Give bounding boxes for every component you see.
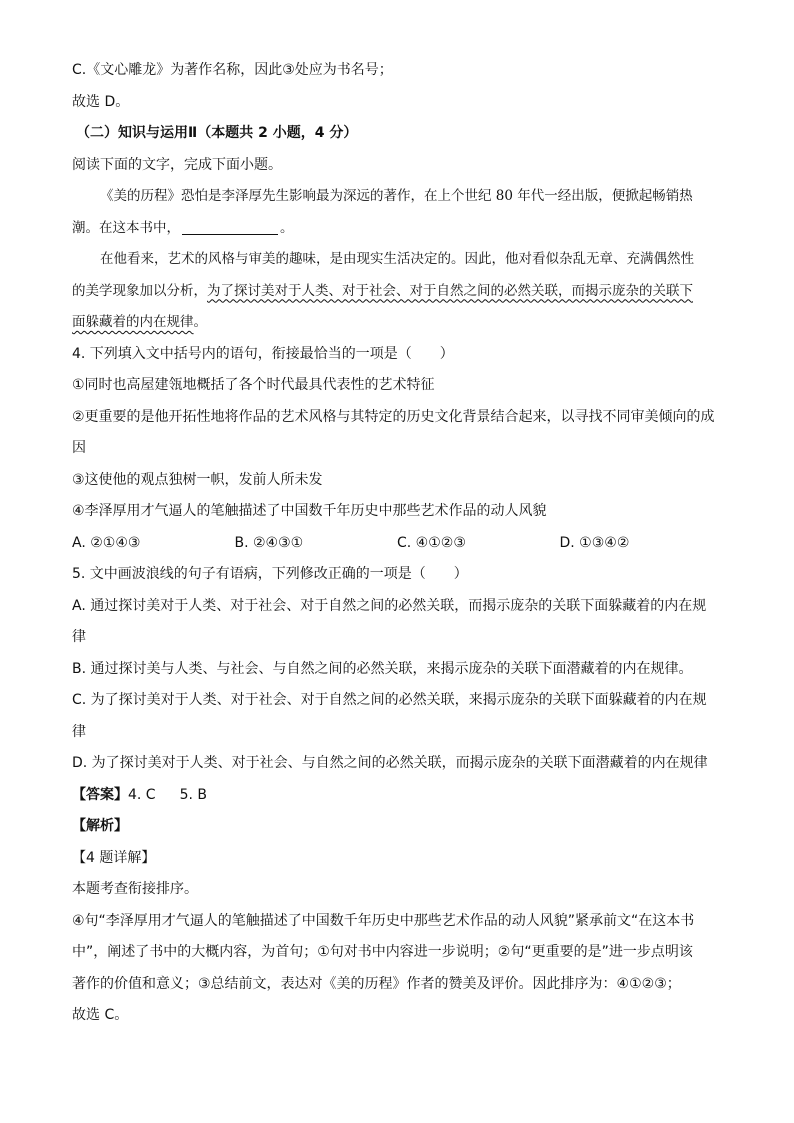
instruction: 阅读下面的文字，完成下面小题。 xyxy=(72,156,282,173)
wavy-underlined-sentence: 为了探讨美对于人类、对于社会、对于自然之间的必然关联，而揭示庞杂的关联下 xyxy=(207,282,693,299)
question-4-item: 因 xyxy=(72,440,86,456)
passage-text: 的美学现象加以分析， xyxy=(72,282,207,299)
wavy-underlined-sentence: 面躲藏着的内在规律 xyxy=(72,314,194,330)
explanation-line: 故选 C。 xyxy=(72,1007,129,1023)
question-4-item: ③这使他的观点独树一帜，发前人所未发 xyxy=(72,471,323,488)
question-5-option: 律 xyxy=(72,723,86,740)
section-heading: （二）知识与运用Ⅱ（本题共 2 小题，4 分） xyxy=(76,125,358,141)
answer-label: 【答案】 xyxy=(72,786,128,803)
q4-detail-label: 【4 题详解】 xyxy=(72,849,156,866)
text-line: 故选 D。 xyxy=(72,93,130,110)
question-4-item: ④李泽厚用才气逼人的笔触描述了中国数千年历史中那些艺术作品的动人风貌 xyxy=(72,503,547,519)
explanation-line: 中”，阐述了书中的大概内容，为首句；①句对书中内容进一步说明；②句“更重要的是”进一步点明该 xyxy=(72,944,693,960)
fill-blank xyxy=(182,220,278,235)
question-5: 5. 文中画波浪线的句子有语病，下列修改正确的一项是（ ） xyxy=(72,566,468,582)
question-4-item: ①同时也高屋建瓴地概括了各个时代最具代表性的艺术特征 xyxy=(72,377,435,393)
passage-line xyxy=(72,281,722,301)
question-4-item: ②更重要的是他开拓性地将作品的艺术风格与其特定的历史文化背景结合起来，以寻找不同审美倾向的成 xyxy=(72,408,715,425)
passage-text: 。 xyxy=(280,219,294,236)
passage-line xyxy=(72,218,722,238)
explanation-line: 本题考查衔接排序。 xyxy=(72,881,198,897)
option-b: B. ②④③① xyxy=(234,534,304,551)
option-d: D. ①③④② xyxy=(559,534,630,551)
question-4-options xyxy=(72,533,722,553)
passage-line: 《美的历程》恐怕是李泽厚先生影响最为深远的著作，在上个世纪 80 年代一经出版，便掀起畅销热 xyxy=(100,188,693,204)
answer-row xyxy=(72,785,722,805)
question-5-option: A. 通过探讨美对于人类、对于社会、对于自然之间的必然关联，而揭示庞杂的关联下面躲藏着的内在规 xyxy=(72,597,707,614)
passage-text: 。 xyxy=(193,314,207,330)
explanation-line: ④句“李泽厚用才气逼人的笔触描述了中国数千年历史中那些艺术作品的动人风貌”紧承前文“在这本书 xyxy=(72,912,695,929)
question-5-option: C. 为了探讨美对于人类、对于社会、对于自然之间的必然关联，来揭示庞杂的关联下面躲藏着的内在规 xyxy=(72,692,707,708)
option-a: A. ②①④③ xyxy=(72,534,141,551)
question-5-option: 律 xyxy=(72,629,86,645)
question-5-option: D. 为了探讨美对于人类、对于社会、与自然之间的必然关联，而揭示庞杂的关联下面潜藏着的内在规律 xyxy=(72,755,708,771)
answer-4: 4. C xyxy=(128,786,156,803)
passage-text: 潮。在这本书中， xyxy=(72,219,180,236)
question-5-option: B. 通过探讨美与人类、与社会、与自然之间的必然关联，来揭示庞杂的关联下面潜藏着的内在规律。 xyxy=(72,660,693,677)
passage-line: 在他看来，艺术的风格与审美的趣味，是由现实生活决定的。因此，他对看似杂乱无章、充满偶然性 xyxy=(100,251,694,267)
text-line: C.《文心雕龙》为著作名称，因此③处应为书名号； xyxy=(72,62,393,78)
option-c: C. ④①②③ xyxy=(397,534,466,551)
explanation-line: 著作的价值和意义；③总结前文，表达对《美的历程》作者的赞美及评价。因此排序为：④①②③； xyxy=(72,975,681,992)
analysis-label: 【解析】 xyxy=(72,818,128,834)
document-page xyxy=(72,60,722,1025)
answer-5: 5. B xyxy=(179,786,208,803)
passage-line xyxy=(72,312,722,332)
question-4: 4. 下列填入文中括号内的语句，衔接最恰当的一项是（ ） xyxy=(72,345,454,362)
